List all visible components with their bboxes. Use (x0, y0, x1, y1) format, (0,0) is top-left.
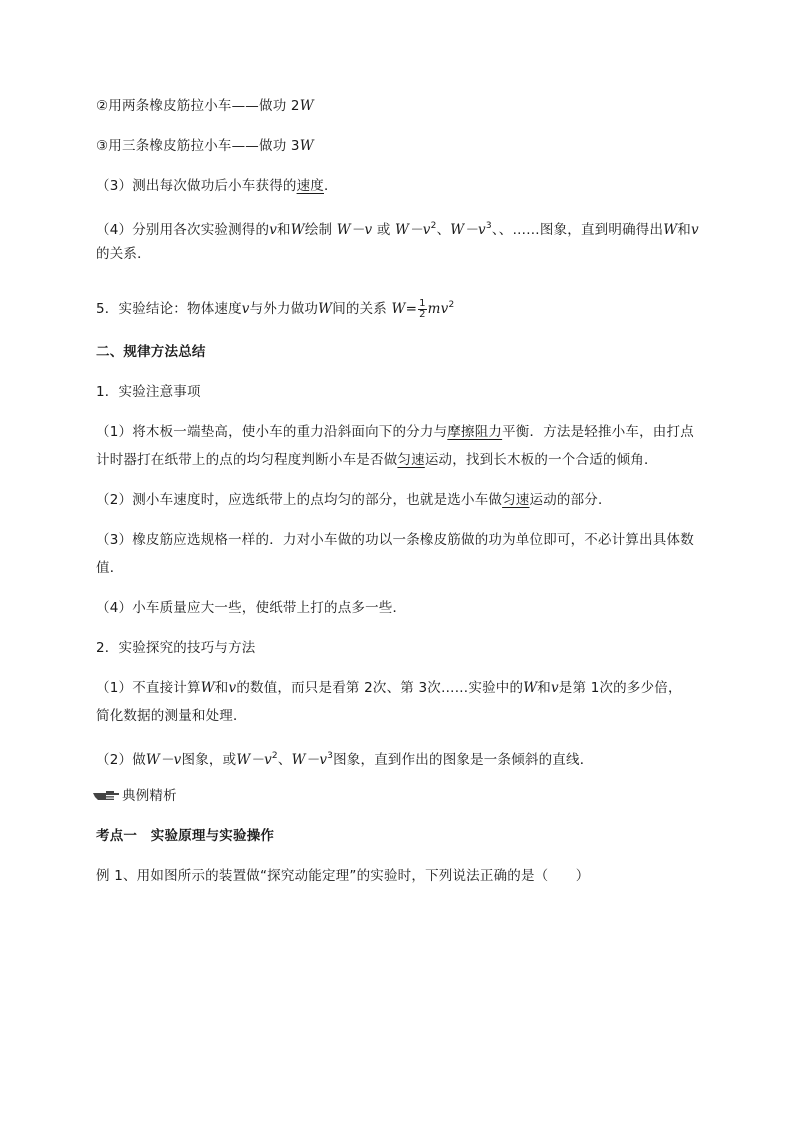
technique-1-line2: 简化数据的测量和处理． (96, 708, 247, 724)
section-example-analysis: 典例精析 (92, 786, 177, 806)
step-plot-graphs-cont: 的关系． (96, 246, 151, 262)
subheading-techniques: 2．实验探究的技巧与方法 (96, 640, 256, 656)
experiment-conclusion: 5．实验结论：物体速度v与外力做功W间的关系 W= $\frac{1}{2}$ $mv^2$ (96, 297, 455, 320)
precaution-4: （4）小车质量应大一些，使纸带上打的点多一些． (96, 600, 407, 616)
step-two-bands: ②用两条橡皮筋拉小车——做功 2W (96, 98, 314, 114)
step-measure-speed: （3）测出每次做功后小车获得的速度． (96, 178, 338, 194)
step-plot-graphs: （4）分别用各次实验测得的v和W绘制 W－v 或 $W-v^2$、$W-v^3$、、……图象，直到明确得出W和v (96, 221, 699, 238)
example-1-question: 例 1、用如图所示的装置做“探究动能定理”的实验时，下列说法正确的是（ ） (96, 868, 590, 884)
precaution-1-line2: 计时器打在纸带上的点的均匀程度判断小车是否做匀速运动，找到长木板的一个合适的倾角． (96, 452, 658, 468)
precaution-3-line1: （3）橡皮筋应选规格一样的．力对小车做的功以一条橡皮筋做的功为单位即可，不必计算出具体数 (96, 532, 694, 548)
step-three-bands: ③用三条橡皮筋拉小车——做功 3W (96, 138, 314, 154)
section-heading-methods: 二、规律方法总结 (96, 344, 206, 360)
precaution-1-line1: （1）将木板一端垫高，使小车的重力沿斜面向下的分力与摩擦阻力平衡．方法是轻推小车，由打点 (96, 424, 694, 440)
pointing-hand-icon (92, 788, 120, 802)
subheading-precautions: 1．实验注意事项 (96, 384, 201, 400)
fraction-one-half: $\frac{1}{2}$ (419, 297, 426, 320)
precaution-3-line2: 值． (96, 560, 124, 576)
precaution-2: （2）测小车速度时，应选纸带上的点均匀的部分，也就是选小车做匀速运动的部分． (96, 492, 612, 508)
technique-1-line1: （1）不直接计算W和v的数值，而只是看第 2次、第 3次……实验中的W和v是第 1次的多少倍， (96, 680, 682, 696)
key-point-heading: 考点一 实验原理与实验操作 (96, 828, 275, 844)
technique-2: （2）做W－v图象，或$W-v^2$、$W-v^3$图象，直到作出的图象是一条倾斜的直线． (96, 751, 594, 768)
